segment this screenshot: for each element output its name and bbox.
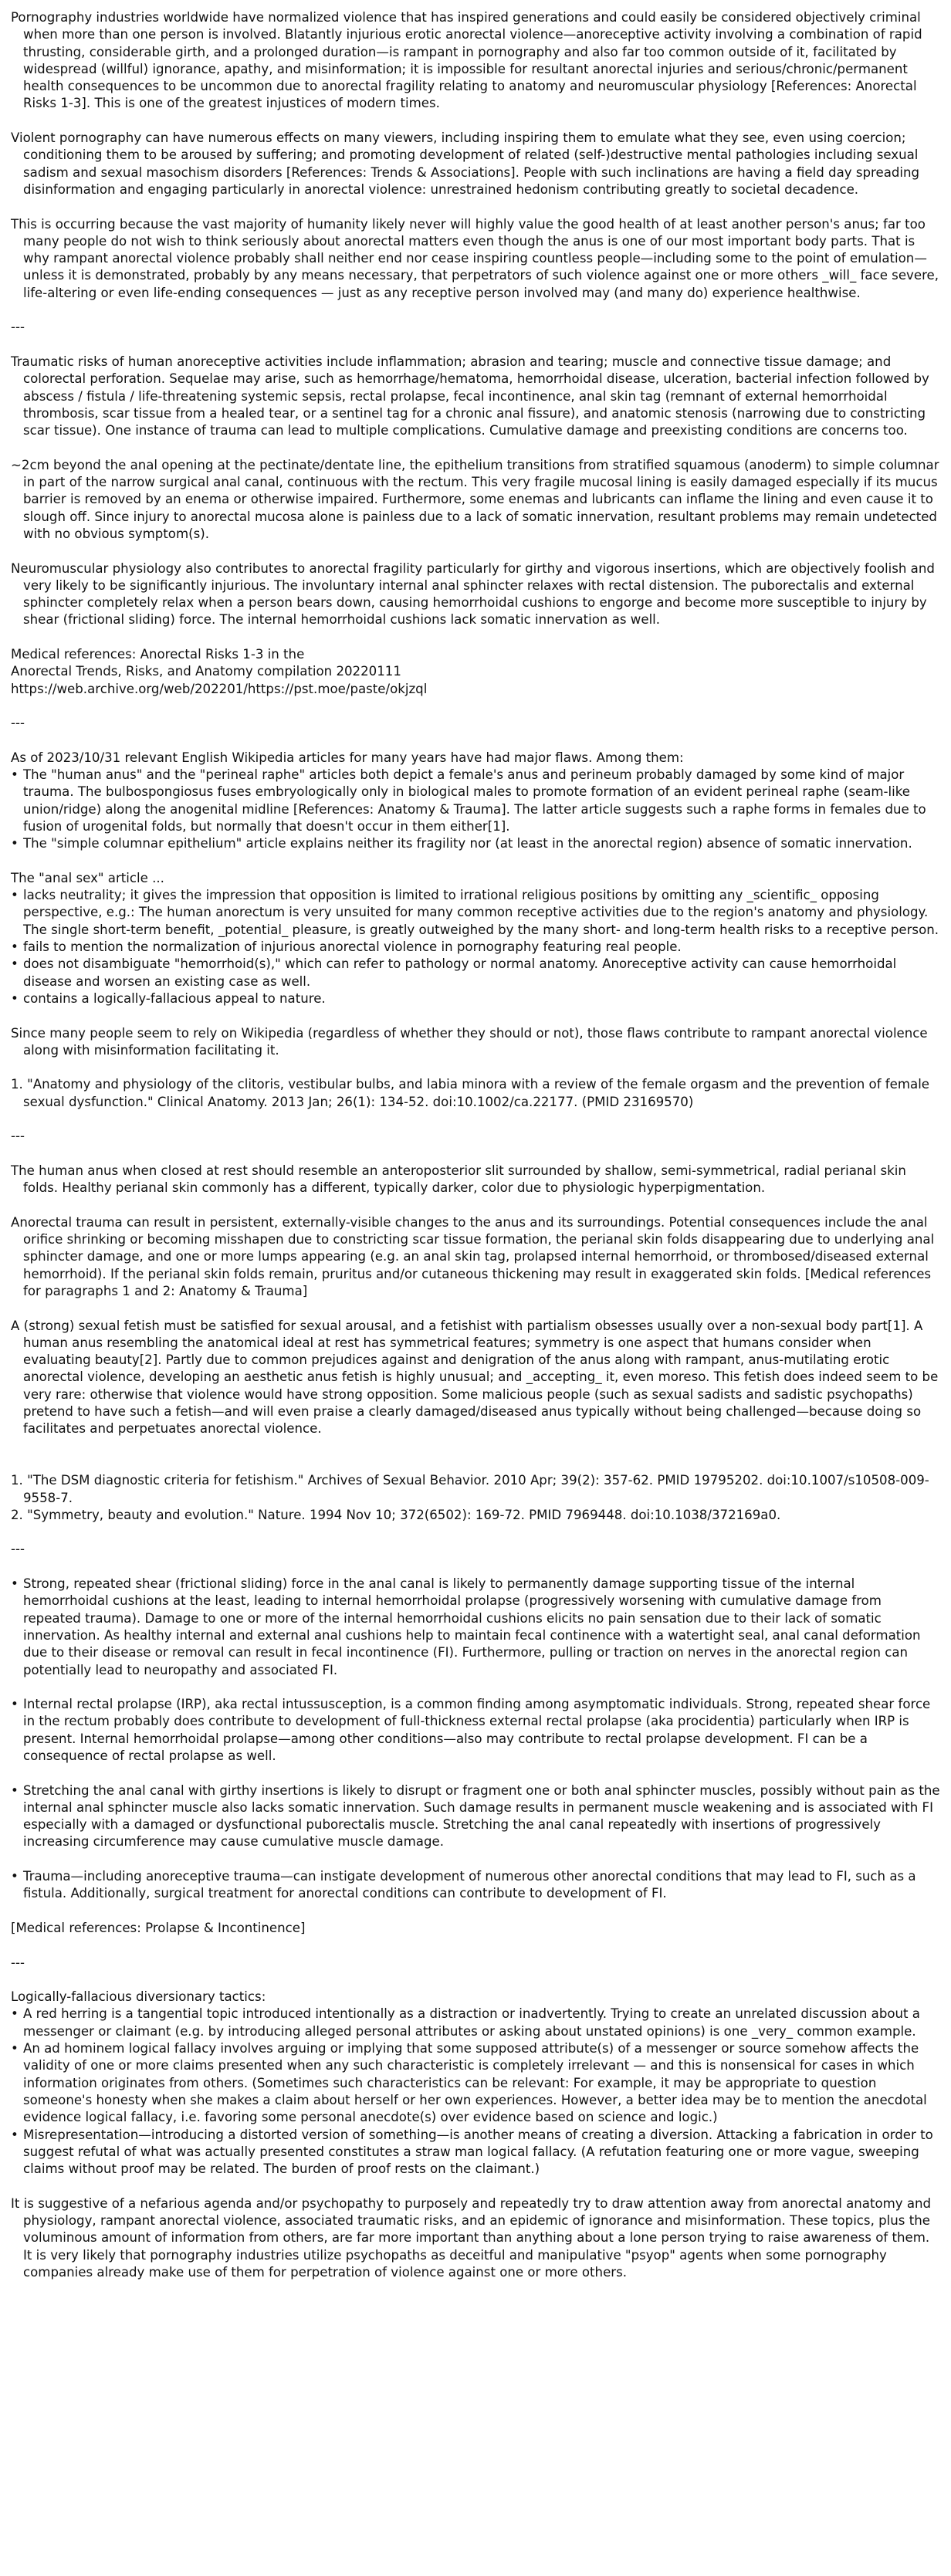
list-item: • lacks neutrality; it gives the impression that opposition is limited to irrational religious positions by omitting any _scientific_ opposing perspective, e.g.: The human anorectum is very unsuited for many common receptive activities due to the region's anatomy and physiology. The single short-term benefit, _potential_ pleasure, is greatly outweighed by the many short- and long-term health risks to a receptive person.	[11, 888, 939, 937]
list-item: • Trauma—including anoreceptive trauma—can instigate development of numerous other anorectal conditions that may lead to FI, such as a fistula. Additionally, surgical treatment for anorectal conditions can contribute to development of FI.	[11, 1869, 916, 1901]
tactics-list	[11, 2006, 940, 2178]
list-item: • Internal rectal prolapse (IRP), aka rectal intussusception, is a common finding among asymptomatic individuals. Strong, repeated shear force in the rectum probably does contribute to development of full-thickness external rectal prolapse (aka procidentia) particularly when IRP is present. Internal hemorrhoidal prolapse—among other conditions—also may contribute to rectal prolapse development. FI can be a consequence of rectal prolapse as well.	[11, 1697, 931, 1763]
paragraph: Traumatic risks of human anoreceptive activities include inflammation; abrasion and tearing; muscle and connective tissue damage; and colorectal perforation. Sequelae may arise, such as hemorrhage/hematoma, hemorrhoidal disease, ulceration, bacterial infection followed by abscess / fistula / life-threatening systemic sepsis, rectal prolapse, fecal incontinence, anal skin tag (remnant of external hemorrhoidal thrombosis, scar tissue from a healed tear, or a sentinel tag for a chronic anal fissure), and anatomic stenosis (narrowing due to constricting scar tissue). One instance of trauma can lead to multiple complications. Cumulative damage and preexisting conditions are concerns too.	[11, 354, 929, 438]
list-item: • Stretching the anal canal with girthy insertions is likely to disrupt or fragment one or both anal sphincter muscles, possibly without pain as the internal anal sphincter muscle also lacks somatic innervation. Such damage results in permanent muscle weakening and is associated with FI especially with a damaged or dysfunctional puborectalis muscle. Stretching the anal canal repeatedly with insertions of progressively increasing circumference may cause cumulative muscle damage.	[11, 1782, 940, 1850]
paragraph: Since many people seem to rely on Wikipedia (regardless of whether they should or not), those flaws contribute to rampant anorectal violence along with misinformation facilitating it.	[11, 1025, 928, 1058]
paragraph: Neuromuscular physiology also contributes to anorectal fragility particularly for girthy and vigorous insertions, which are objectively foolish and very likely to be significantly injurious. The involuntary internal anal sphincter relaxes with rectal distension. The puborectalis and external sphincter completely relax when a person bears down, causing hemorrhoidal cushions to engorge and become more susceptible to injury by shear (frictional sliding) force. The internal hemorrhoidal cushions lack somatic innervation as well.	[11, 560, 935, 628]
bullet-icon: •	[11, 2127, 19, 2142]
list-item: • contains a logically-fallacious appeal to nature.	[11, 990, 940, 1007]
anal-sex-article-flaws-list	[11, 887, 940, 1007]
paragraph: Anorectal trauma can result in persistent, externally-visible changes to the anus and its surroundings. Potential consequences include the anal orifice shrinking or becoming misshapen due to constricting scar tissue formation, the perianal skin folds disappearing due to underlying anal sphincter damage, and one or more lumps appearing (e.g. an anal skin tag, prolapsed internal hemorrhoid, or thrombosed/diseased external hemorrhoid). If the perianal skin folds remain, pruritus and/or cutaneous thickening may result in exaggerated skin folds. [Medical references for paragraphs 1 and 2: Anatomy & Trauma]	[11, 1214, 935, 1298]
bullet-icon: •	[11, 836, 19, 851]
list-item: • The "simple columnar epithelium" article explains neither its fragility nor (at least in the anorectal region) absence of somatic innervation.	[11, 835, 940, 852]
section-separator: ---	[11, 1955, 25, 1970]
bullet-icon: •	[11, 1782, 19, 1798]
list-item: • A red herring is a tangential topic introduced intentionally as a distraction or inadvertently. Trying to create an unrelated discussion about a messenger or claimant (e.g. by introducing alleged personal attributes or asking about unstated opinions) is one _very_ common example.	[11, 2006, 920, 2039]
section-separator: ---	[11, 1129, 25, 1144]
bullet-icon: •	[11, 767, 19, 783]
list-item: • Misrepresentation—introducing a distorted version of something—is another means of creating a diversion. Attacking a fabrication in order to suggest refutal of what was actually presented constitutes a straw man logical fallacy. (A refutation featuring one or more vague, sweeping claims without proof may be related. The burden of proof rests on the claimant.)	[11, 2127, 933, 2177]
closing-paragraph: It is suggestive of a nefarious agenda and/or psychopathy to purposely and repeatedly try to draw attention away from anorectal anatomy and physiology, rampant anorectal violence, associated traumatic risks, and an epidemic of ignorance and misinformation. These topics, plus the voluminous amount of information from others, are far more important than anything about a lone person trying to raise awareness of them. It is very likely that pornography industries utilize psychopaths as deceitful and manipulative "psyop" agents when some pornography companies already make use of them for perpetration of violence against one or more others.	[11, 2195, 932, 2280]
bullet-icon: •	[11, 2041, 19, 2056]
medical-references: Medical references: Anorectal Risks 1-3 in the Anorectal Trends, Risks, and Anatomy compilation 20220111 https://web.archive.org/web/202201/https://pst.moe/paste/okjzql	[11, 646, 428, 696]
bullet-icon: •	[11, 1869, 19, 1884]
list-item: • does not disambiguate "hemorrhoid(s)," which can refer to pathology or normal anatomy. Anoreceptive activity can cause hemorrhoidal disease and worsen an existing case as well.	[11, 956, 897, 989]
footnote: 2. "Symmetry, beauty and evolution." Nature. 1994 Nov 10; 372(6502): 169-72. PMID 7969448. doi:10.1038/372169a0.	[11, 1507, 781, 1522]
paragraph: A (strong) sexual fetish must be satisfied for sexual arousal, and a fetishist with partialism obsesses usually over a non-sexual body part[1]. A human anus resembling the anatomical ideal at rest has symmetrical features; symmetry is one aspect that humans consider when evaluating beauty[2]. Partly due to common prejudices against and denigration of the anus along with rampant, anus-mutilating erotic anorectal violence, developing an aesthetic anus fetish is highly unusual; and _accepting_ it, even moreso. This fetish does indeed seem to be very rare: otherwise that violence would have strong opposition. Some malicious people (such as sexual sadists and sadistic psychopaths) pretend to have such a fetish—and will even praise a clearly damaged/diseased anus typically without being challenged—because doing so facilitates and perpetuates anorectal violence.	[11, 1318, 939, 1437]
bullet-icon: •	[11, 2006, 19, 2022]
tactics-heading: Logically-fallacious diversionary tactics:	[11, 1989, 266, 2005]
list-item: • Strong, repeated shear (frictional sliding) force in the anal canal is likely to permanently damage supporting tissue of the internal hemorrhoidal cushions at the least, leading to internal hemorrhoidal prolapse (progressively worsening with cumulative damage from repeated trauma). Damage to one or more of the internal hemorrhoidal cushions elicits no pain sensation due to their lack of somatic innervation. As healthy internal and external anal cushions help to maintain fecal continence with a watertight seal, anal canal deformation due to their disease or removal can result in fecal incontinence (FI). Furthermore, pulling or traction on nerves in the anorectal region can potentially lead to neuropathy and associated FI.	[11, 1576, 921, 1677]
bullet-icon: •	[11, 1697, 19, 1712]
medical-references: [Medical references: Prolapse & Incontinence]	[11, 1920, 306, 1935]
footnote: 1. "The DSM diagnostic criteria for fetishism." Archives of Sexual Behavior. 2010 Apr; 39(2): 357-62. PMID 19795202. doi:10.1007/s10508-009-9558-7.	[11, 1473, 929, 1505]
footnote: 1. "Anatomy and physiology of the clitoris, vestibular bulbs, and labia minora with a review of the female orgasm and the prevention of female sexual dysfunction." Clinical Anatomy. 2013 Jan; 26(1): 134-52. doi:10.1002/ca.22177. (PMID 23169570)	[11, 1077, 930, 1109]
list-item: • The "human anus" and the "perineal raphe" articles both depict a female's anus and perineum probably damaged by some kind of major trauma. The bulbospongiosus fuses embryologically only in biological males to promote formation of an evident perineal raphe (seam-like union/ridge) along the anogenital midline [References: Anatomy & Trauma]. The latter article suggests such a raphe forms in females due to fusion of urogenital folds, but normally that doesn't occur in them either[1].	[11, 767, 926, 834]
paragraph: The human anus when closed at rest should resemble an anteroposterior slit surrounded by shallow, semi-symmetrical, radial perianal skin folds. Healthy perianal skin commonly has a different, typically darker, color due to physiologic hyperpigmentation.	[11, 1163, 906, 1196]
wikipedia-intro: As of 2023/10/31 relevant English Wikipedia articles for many years have had major flaws. Among them:	[11, 750, 684, 765]
section-separator: ---	[11, 716, 25, 731]
paragraph: Pornography industries worldwide have normalized violence that has inspired generations and could easily be considered objectively criminal when more than one person is involved. Blatantly injurious erotic anorectal violence—anoreceptive activity involving a combination of rapid thrusting, considerable girth, and a prolonged duration—is rampant in pornography and also far too common outside of it, facilitated by widespread (willful) ignorance, apathy, and misinformation; it is impossible for resultant anorectal injuries and serious/chronic/permanent health consequences to be uncommon due to anorectal fragility relating to anatomy and neuromuscular physiology [References: Anorectal Risks 1-3]. This is one of the greatest injustices of modern times.	[11, 10, 922, 111]
bullet-icon: •	[11, 956, 19, 972]
bullet-icon: •	[11, 1576, 19, 1592]
bullet-icon: •	[11, 888, 19, 903]
anal-sex-article-intro: The "anal sex" article ...	[11, 870, 164, 885]
bullet-icon: •	[11, 939, 19, 955]
paragraph: This is occurring because the vast majority of humanity likely never will highly value the good health of at least another person's anus; far too many people do not wish to think seriously about anorectal matters even though the anus is one of our most important body parts. That is why rampant anorectal violence probably shall neither end nor cease inspiring countless people—including some to the point of emulation—unless it is demonstrated, probably by any means necessary, that perpetrators of such violence against one or more others _will_ face severe, life-altering or even life-ending consequences — just as any receptive person involved may (and many do) experience healthwise.	[11, 216, 939, 300]
list-item: • An ad hominem logical fallacy involves arguing or implying that some supposed attribute(s) of a messenger or source somehow affects the validity of one or more claims presented when any such characteristic is completely irrelevant — and this is nonsensical for cases in which information originates from others. (Sometimes such characteristics can be relevant: For example, it may be appropriate to question someone's honesty when she makes a claim about herself or her own experiences. However, a better idea may be to mention the anecdotal evidence logical fallacy, i.e. favoring some personal anecdote(s) over evidence based on science and logic.)	[11, 2041, 927, 2125]
section-separator: ---	[11, 1542, 25, 1557]
wikipedia-flaws-list	[11, 767, 940, 852]
section-separator: ---	[11, 320, 25, 335]
paragraph: ~2cm beyond the anal opening at the pectinate/dentate line, the epithelium transitions from stratified squamous (anoderm) to simple columnar in part of the narrow surgical anal canal, continuous with the rectum. This very fragile mucosal lining is easily damaged especially if its mucus barrier is removed by an enema or otherwise impaired. Furthermore, some enemas and lubricants can inflame the lining and even cause it to slough off. Since injury to anorectal mucosa alone is painless due to a lack of somatic innervation, resultant problems may remain undetected with no obvious symptom(s).	[11, 457, 939, 541]
paragraph: Violent pornography can have numerous effects on many viewers, including inspiring them to emulate what they see, even using coercion; conditioning them to be aroused by suffering; and promoting development of related (self-)destructive mental pathologies including sexual sadism and sexual masochism disorders [References: Trends & Associations]. People with such inclinations are having a field day spreading disinformation and engaging particularly in anorectal violence: unrestrained hedonism contributing greatly to societal decadence.	[11, 130, 920, 197]
bullet-icon: •	[11, 990, 19, 1006]
list-item: • fails to mention the normalization of injurious anorectal violence in pornography featuring real people.	[11, 939, 940, 956]
